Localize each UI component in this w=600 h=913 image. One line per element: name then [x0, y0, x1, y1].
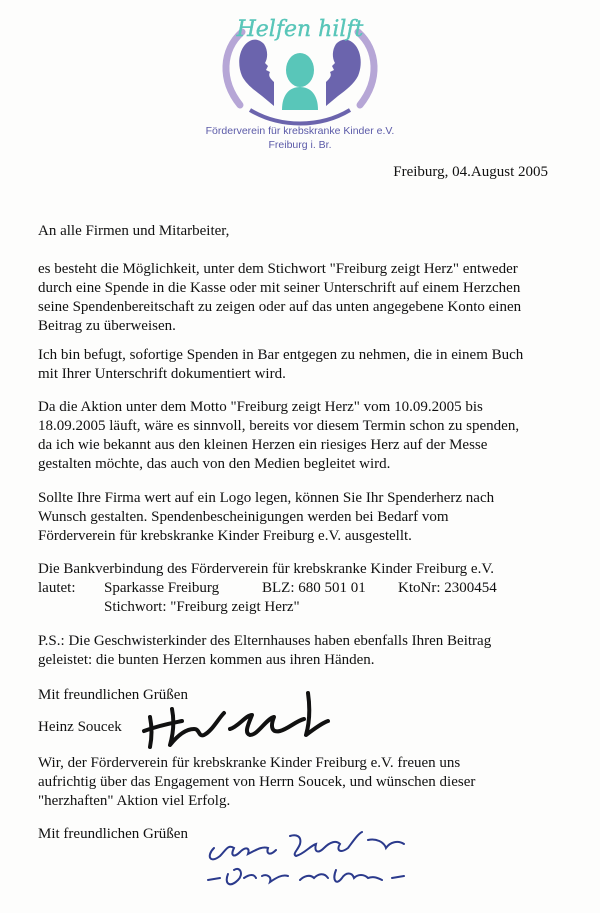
paragraph-2: Ich bin befugt, sofortige Spenden in Bar entgegen zu nehmen, die in einem Buch mit Ihrer Unterschrift dokumentiert wird.	[38, 347, 524, 382]
paragraph-1: es besteht die Möglichkeit, unter dem Stichwort "Freiburg zeigt Herz" entweder durch eine Spende in die Kasse oder mit seiner Unterschrift auf einem Herzchen seine Spendenbereitschaft zu zeigen oder auf das unten angegebene Konto einen Beitrag zu überweisen.	[38, 261, 522, 334]
logo-script-icon	[210, 10, 390, 50]
postscript: P.S.: Die Geschwisterkinder des Elternhauses haben ebenfalls Ihren Beitrag geleistet: die bunten Herzen kommen aus ihren Händen.	[38, 633, 492, 668]
paragraph-3: Da die Aktion unter dem Motto "Freiburg zeigt Herz" vom 10.09.2005 bis 18.09.2005 läuft, wäre es sinnvoll, bereits vor diesem Termin schon zu spenden, da ich wie bekannt aus den kleinen Herzen ein riesiges Herz auf der Messe gestalten möchte, das auch von den Medien begleitet wird.	[38, 399, 520, 472]
signature-association-icon	[200, 818, 430, 898]
letter-date: Freiburg, 04.August 2005	[393, 164, 548, 180]
signature-heinz-soucek-icon	[138, 685, 348, 755]
bank-label: lautet:	[38, 580, 76, 596]
closing-1: Mit freundlichen Grüßen	[38, 687, 188, 703]
paragraph-5: Wir, der Förderverein für krebskranke Kinder Freiburg e.V. freuen uns aufrichtig über das Engagement von Herrn Soucek, und wünschen dieser "herzhaften" Aktion viel Erfolg.	[38, 755, 476, 809]
paragraph-4: Sollte Ihre Firma wert auf ein Logo legen, können Sie Ihr Spenderherz nach Wunsch gestalten. Spendenbescheinigungen werden bei Bedarf vom Förderverein für krebskranke Kinder Freiburg e.V. ausgestellt.	[38, 490, 495, 544]
bank-keyword: Stichwort: "Freiburg zeigt Herz"	[104, 599, 300, 615]
org-city: Freiburg i. Br.	[268, 139, 332, 151]
signer-name: Heinz Soucek	[38, 719, 122, 735]
bank-blz: BLZ: 680 501 01	[262, 580, 366, 596]
closing-2: Mit freundlichen Grüßen	[38, 826, 188, 842]
salutation: An alle Firmen und Mitarbeiter,	[38, 223, 230, 239]
bank-intro: Die Bankverbindung des Förderverein für krebskranke Kinder Freiburg e.V.	[38, 561, 494, 577]
logo-script-text: Helfen hilft	[236, 17, 364, 42]
bank-name: Sparkasse Freiburg	[104, 580, 220, 596]
org-name: Förderverein für krebskranke Kinder e.V.	[205, 125, 395, 137]
bank-account: KtoNr: 2300454	[398, 580, 497, 596]
